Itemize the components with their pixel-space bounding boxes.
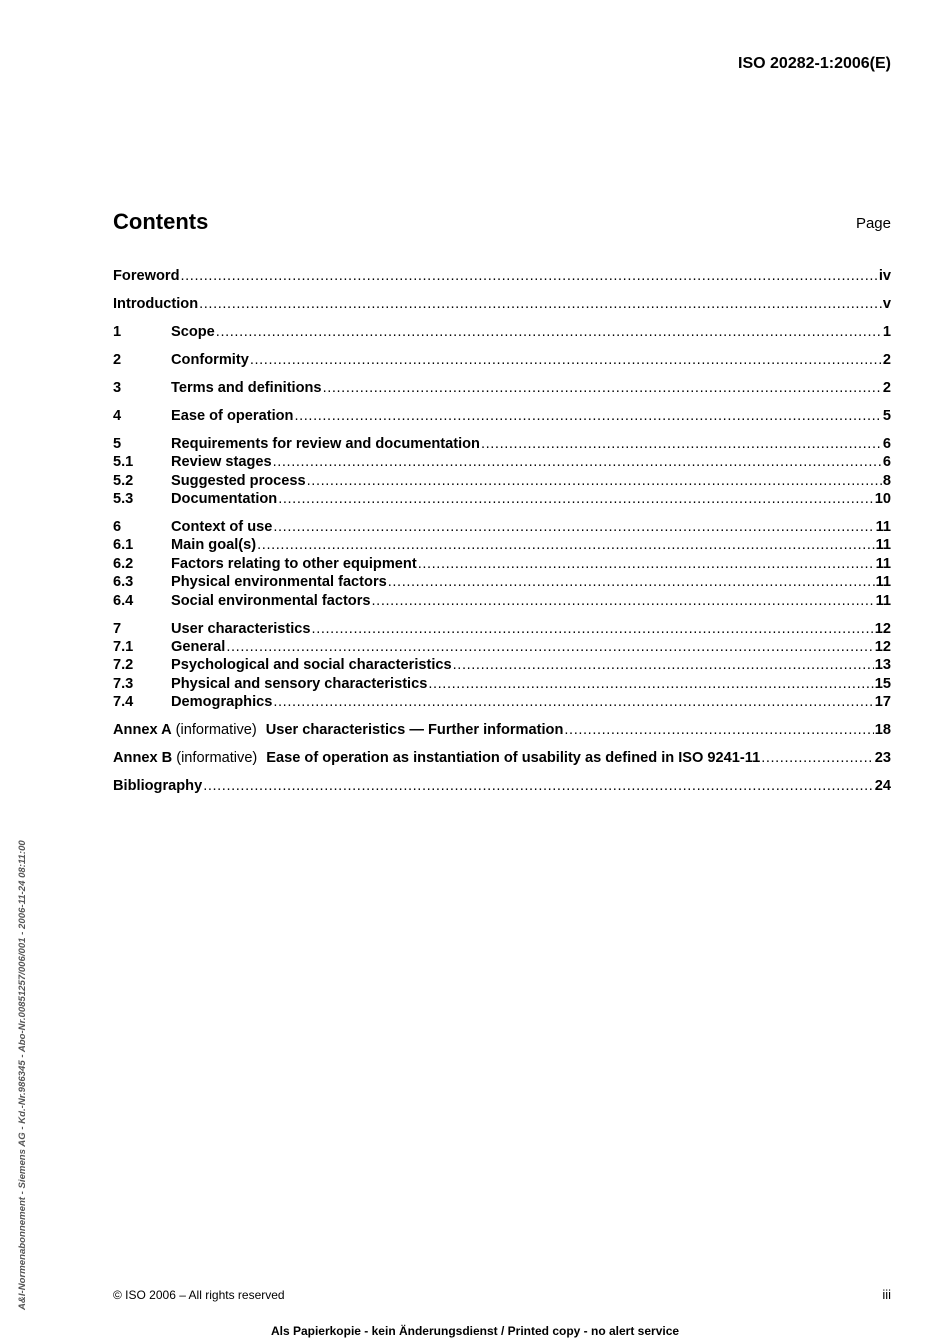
toc-entry-page: 11 bbox=[875, 592, 891, 609]
footer-copyright: © ISO 2006 – All rights reserved bbox=[113, 1288, 285, 1302]
annex-title: User characteristics — Further information bbox=[265, 722, 564, 739]
print-notice: Als Papierkopie - kein Änderungsdienst / Printed copy - no alert service bbox=[270, 1324, 680, 1338]
toc-entry-page: 18 bbox=[874, 722, 891, 739]
toc-entry-page: 23 bbox=[874, 750, 891, 767]
toc-entry-title: Factors relating to other equipment bbox=[171, 555, 417, 572]
dot-leader bbox=[388, 574, 875, 590]
dot-leader bbox=[180, 268, 877, 284]
toc-entry-page: 12 bbox=[874, 639, 891, 655]
toc-entry-number: 7.3 bbox=[113, 675, 134, 692]
dot-leader bbox=[273, 454, 882, 470]
toc-entry[interactable] bbox=[113, 352, 891, 370]
toc-entry-title: Introduction bbox=[113, 295, 199, 312]
toc-annex-entry[interactable] bbox=[113, 750, 891, 768]
toc-annex-entry[interactable] bbox=[113, 722, 891, 740]
toc-entry[interactable] bbox=[113, 556, 891, 574]
dot-leader bbox=[226, 639, 873, 655]
toc-entry-page: 15 bbox=[874, 675, 891, 692]
toc-entry[interactable] bbox=[113, 491, 891, 509]
dot-leader bbox=[294, 408, 881, 424]
toc-entry-number: 2 bbox=[113, 351, 122, 368]
toc-entry-page: v bbox=[882, 295, 891, 312]
toc-entry-number: 1 bbox=[113, 323, 122, 340]
dot-leader bbox=[273, 519, 874, 535]
toc-entry-page: 17 bbox=[874, 694, 891, 711]
toc-entry-page: 12 bbox=[874, 620, 891, 637]
annex-type: (informative) bbox=[175, 722, 257, 739]
footer-page-number: iii bbox=[882, 1287, 891, 1302]
dot-leader bbox=[257, 537, 874, 553]
toc-entry-title: Bibliography bbox=[113, 778, 203, 795]
toc-entry-page: 6 bbox=[882, 435, 891, 452]
toc-entry[interactable] bbox=[113, 519, 891, 537]
toc-entry-number: 7.2 bbox=[113, 657, 134, 674]
table-of-contents bbox=[113, 268, 891, 797]
toc-entry[interactable] bbox=[113, 694, 891, 712]
toc-entry[interactable] bbox=[113, 574, 891, 592]
annex-label: Annex B bbox=[113, 750, 173, 767]
dot-leader bbox=[761, 750, 874, 766]
page-column-label: Page bbox=[855, 215, 891, 232]
toc-entry-number: 6.4 bbox=[113, 592, 134, 609]
toc-entry[interactable] bbox=[113, 296, 891, 314]
annex-title: Ease of operation as instantiation of usability as defined in ISO 9241-11 bbox=[266, 750, 761, 767]
toc-entry-page: iv bbox=[878, 268, 891, 284]
toc-entry-title: Conformity bbox=[171, 351, 249, 368]
toc-entry-number: 7.1 bbox=[113, 639, 134, 655]
side-stamp: A&I-Normenabonnement - Siemens AG - Kd.-Nr.986345 - Abo-Nr.00851257/006/001 - 2006-11-24 08:11:00 bbox=[17, 840, 28, 1310]
dot-leader bbox=[372, 593, 875, 609]
toc-entry-title: Social environmental factors bbox=[171, 592, 371, 609]
annex-heading bbox=[113, 722, 563, 738]
dot-leader bbox=[216, 324, 882, 340]
annex-heading bbox=[113, 750, 760, 766]
dot-leader bbox=[273, 694, 873, 710]
dot-leader bbox=[199, 296, 882, 312]
toc-entry-number: 5.3 bbox=[113, 491, 134, 508]
toc-entry-title: Requirements for review and documentation bbox=[171, 435, 480, 452]
annex-type: (informative) bbox=[176, 750, 258, 767]
dot-leader bbox=[312, 621, 874, 637]
toc-entry-title: Physical and sensory characteristics bbox=[171, 675, 428, 692]
toc-entry-number: 6.1 bbox=[113, 537, 134, 554]
contents-title: Contents bbox=[113, 209, 209, 234]
dot-leader bbox=[278, 491, 874, 507]
toc-entry-page: 11 bbox=[875, 519, 891, 536]
toc-entry-page: 6 bbox=[882, 454, 891, 471]
toc-entry-page: 11 bbox=[875, 574, 891, 591]
toc-entry-title: Foreword bbox=[113, 268, 180, 284]
toc-entry-title: Terms and definitions bbox=[171, 379, 322, 396]
toc-entry[interactable] bbox=[113, 593, 891, 611]
toc-entry-page: 8 bbox=[882, 472, 891, 489]
toc-bibliography-entry[interactable] bbox=[113, 778, 891, 796]
toc-entry-page: 2 bbox=[882, 379, 891, 396]
toc-entry-page: 5 bbox=[882, 407, 891, 424]
toc-entry-number: 7.4 bbox=[113, 694, 134, 711]
document-id: ISO 20282-1:2006(E) bbox=[738, 55, 891, 72]
toc-entry-title: Scope bbox=[171, 323, 215, 340]
toc-entry-number: 7 bbox=[113, 620, 122, 637]
toc-entry-page: 13 bbox=[874, 657, 891, 674]
dot-leader bbox=[203, 778, 874, 794]
toc-entry[interactable] bbox=[113, 676, 891, 694]
toc-entry[interactable] bbox=[113, 436, 891, 454]
toc-entry-page: 2 bbox=[882, 351, 891, 368]
toc-entry-title: Context of use bbox=[171, 519, 273, 536]
toc-entry-title: Psychological and social characteristics bbox=[171, 657, 452, 674]
toc-entry[interactable] bbox=[113, 657, 891, 675]
toc-entry-page: 10 bbox=[874, 491, 891, 508]
toc-entry-number: 5 bbox=[113, 435, 122, 452]
toc-entry-number: 5.2 bbox=[113, 472, 134, 489]
dot-leader bbox=[323, 380, 882, 396]
toc-entry-page: 11 bbox=[875, 555, 891, 572]
toc-entry-title: User characteristics bbox=[171, 620, 311, 637]
toc-entry[interactable] bbox=[113, 408, 891, 426]
toc-entry-number: 6.2 bbox=[113, 555, 134, 572]
dot-leader bbox=[250, 352, 882, 368]
annex-label: Annex A bbox=[113, 722, 172, 739]
dot-leader bbox=[307, 473, 882, 489]
dot-leader bbox=[481, 436, 882, 452]
toc-entry[interactable] bbox=[113, 380, 891, 398]
toc-entry-page: 11 bbox=[875, 537, 891, 554]
toc-entry[interactable] bbox=[113, 268, 891, 286]
toc-entry-title: General bbox=[171, 639, 226, 655]
toc-entry-number: 6 bbox=[113, 519, 122, 536]
toc-entry-number: 5.1 bbox=[113, 454, 134, 471]
dot-leader bbox=[453, 657, 874, 673]
toc-entry-title: Ease of operation bbox=[171, 407, 294, 424]
dot-leader bbox=[418, 556, 875, 572]
toc-entry[interactable] bbox=[113, 473, 891, 491]
toc-entry-number: 4 bbox=[113, 407, 122, 424]
toc-entry-page: 24 bbox=[874, 778, 891, 795]
toc-entry-title: Suggested process bbox=[171, 472, 306, 489]
toc-entry-title: Documentation bbox=[171, 491, 278, 508]
toc-entry-number: 6.3 bbox=[113, 574, 134, 591]
toc-entry[interactable] bbox=[113, 324, 891, 342]
toc-entry-title: Review stages bbox=[171, 454, 272, 471]
dot-leader bbox=[564, 722, 873, 738]
toc-entry[interactable] bbox=[113, 639, 891, 657]
toc-entry[interactable] bbox=[113, 454, 891, 472]
dot-leader bbox=[428, 676, 873, 692]
toc-entry-title: Main goal(s) bbox=[171, 537, 257, 554]
toc-entry-title: Physical environmental factors bbox=[171, 574, 387, 591]
toc-entry[interactable] bbox=[113, 621, 891, 639]
toc-entry-number: 3 bbox=[113, 379, 122, 396]
toc-entry[interactable] bbox=[113, 537, 891, 555]
toc-entry-title: Demographics bbox=[171, 694, 273, 711]
toc-entry-page: 1 bbox=[882, 323, 891, 340]
